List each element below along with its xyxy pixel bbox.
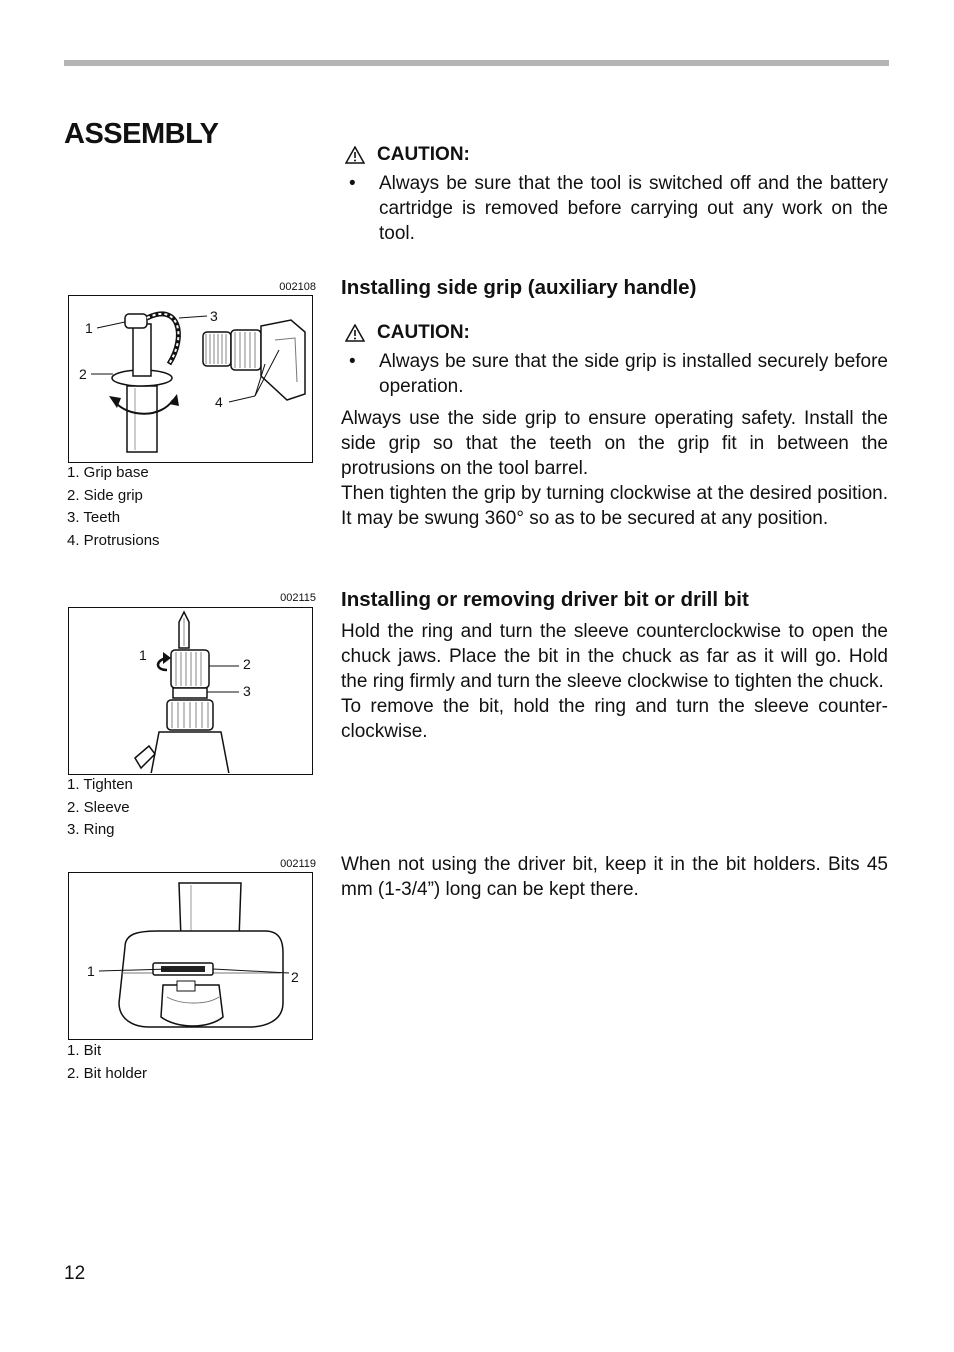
caution-bullet	[341, 349, 888, 399]
chuck-illustration	[69, 608, 311, 773]
warning-triangle-icon	[345, 324, 365, 342]
figure-code: 002108	[279, 281, 316, 293]
header-rule	[64, 60, 889, 66]
side-grip-heading: Installing side grip (auxiliary handle)	[341, 276, 697, 299]
figure-side-grip	[68, 295, 313, 463]
side-grip-paragraph-2: Then tighten the grip by turning clockwise at the desired position. It may be swung 360° so as to be secured at any position.	[341, 483, 888, 529]
legend-item: 3. Teeth	[67, 509, 121, 527]
figure-legend	[67, 1040, 147, 1085]
callout-3: 3	[210, 308, 218, 324]
caution-bullet	[341, 171, 888, 246]
caution-block-general	[341, 142, 888, 246]
caution-bullet-text: Always be sure that the side grip is installed securely before operation.	[379, 351, 888, 397]
section-driver-bit	[341, 587, 888, 744]
caution-heading	[341, 142, 888, 167]
figure-code: 002119	[280, 858, 316, 870]
warning-triangle-icon	[345, 146, 365, 164]
legend-item: 1. Bit	[67, 1042, 102, 1059]
figure-code: 002115	[280, 592, 316, 604]
figure-chuck	[68, 607, 313, 775]
legend-item: 4. Protrusions	[67, 532, 160, 550]
callout-1: 1	[87, 963, 95, 979]
section-side-grip	[341, 275, 888, 531]
callout-4: 4	[215, 394, 223, 410]
caution-label: CAUTION:	[377, 322, 470, 343]
legend-item: 2. Sleeve	[67, 798, 130, 816]
bit-holder-illustration	[69, 873, 311, 1038]
page-number: 12	[64, 1263, 86, 1284]
callout-2: 2	[291, 969, 299, 985]
figure-bit-holder	[68, 872, 313, 1040]
figure-legend	[67, 774, 133, 842]
legend-item: 1. Tighten	[67, 776, 133, 793]
legend-item: 1. Grip base	[67, 464, 149, 481]
bullet-dot: •	[349, 351, 356, 372]
section-title: ASSEMBLY	[64, 118, 219, 150]
driver-bit-heading: Installing or removing driver bit or drill bit	[341, 588, 749, 611]
callout-2: 2	[79, 366, 87, 382]
caution-bullet-text: Always be sure that the tool is switched off and the battery cartridge is removed before carrying out any work on the tool.	[379, 173, 888, 244]
figure-legend	[67, 462, 160, 553]
legend-item: 3. Ring	[67, 821, 115, 839]
callout-1: 1	[85, 320, 93, 336]
caution-heading	[341, 320, 888, 345]
side-grip-paragraph-1: Always use the side grip to ensure operating safety. Install the side grip so that the teeth on the grip fit in between the protrusions on the tool barrel.	[341, 408, 888, 479]
driver-bit-paragraph-2: To remove the bit, hold the ring and turn the sleeve counter-clockwise.	[341, 696, 888, 742]
callout-3: 3	[243, 683, 251, 699]
section-bit-holder	[341, 852, 888, 902]
bullet-dot: •	[349, 173, 356, 194]
legend-item: 2. Side grip	[67, 486, 143, 504]
callout-2: 2	[243, 656, 251, 672]
legend-item: 2. Bit holder	[67, 1064, 148, 1082]
side-grip-illustration	[69, 296, 311, 461]
driver-bit-paragraph-1: Hold the ring and turn the sleeve counterclockwise to open the chuck jaws. Place the bit in the chuck as far as it will go. Hold the ring firmly and turn the sleeve clockwise to tighten the chuck.	[341, 621, 888, 692]
callout-1: 1	[139, 647, 147, 663]
caution-label: CAUTION:	[377, 144, 470, 165]
bit-holder-paragraph: When not using the driver bit, keep it in the bit holders. Bits 45 mm (1-3/4”) long can be kept there.	[341, 854, 888, 900]
